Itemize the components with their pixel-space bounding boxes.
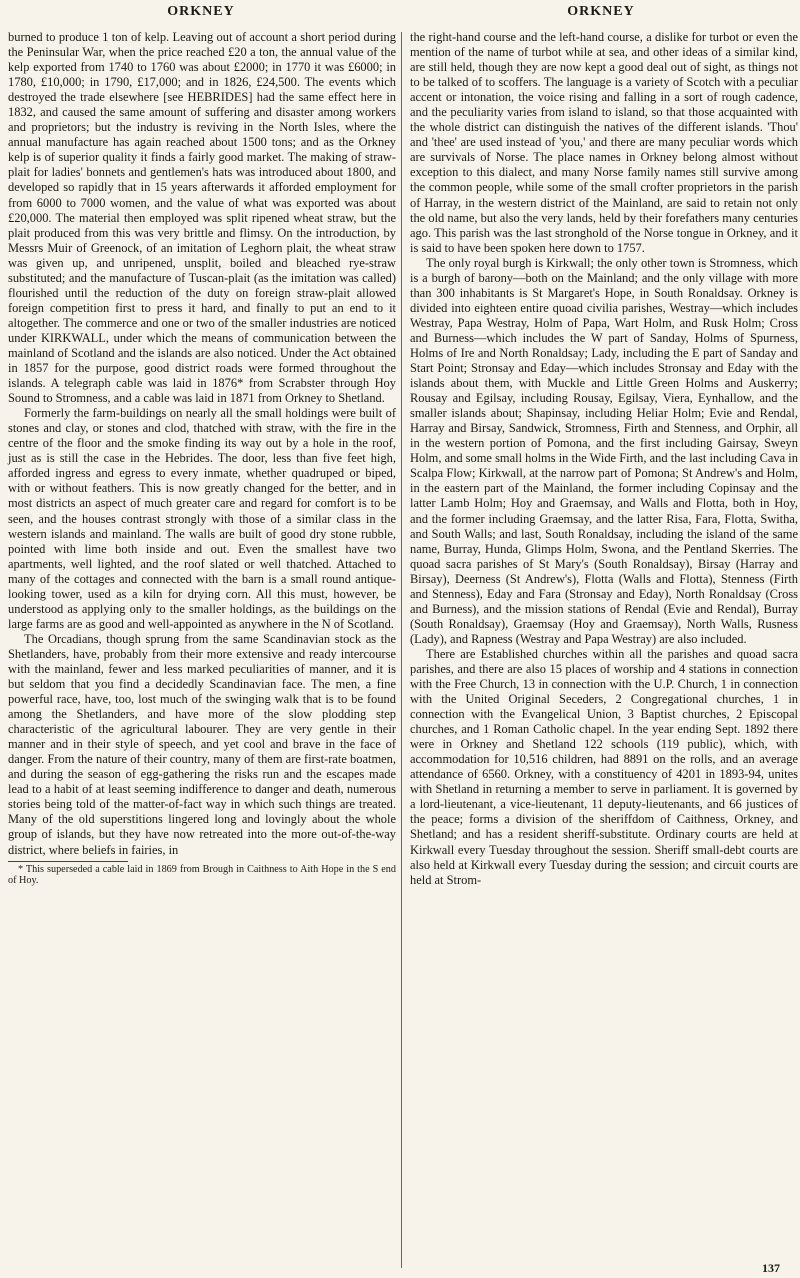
paragraph: burned to produce 1 ton of kelp. Leaving out of account a short period during the Peninsular War, when the price reached £20 a ton, the annual value of the kelp exported from 1740 to 1760 was about £2000; in 1770 it was £6000; in 1780, £10,000; in 1790, £17,000; and in 1826, £24,500. The events which destroyed the trade elsewhere [see HEBRIDES] had the same effect here in 1832, and caused the same amount of suffering and disaster among workers and proprietors; but the industry is reviving in the North Isles, where the annual manufacture has again reached about 1500 tons; and as the Orkney kelp is of superior quality it finds a fairly good market. The making of straw-plait for ladies' bonnets and gentlemen's hats was introduced about 1800, and developed so rapidly that in 15 years afterwards it afforded employment for from 6000 to 7000 women, and the value of what was exported was about £20,000. The material then employed was split ripened wheat straw, but the plait produced from this was very brittle and flimsy. On the introduction, by Messrs Muir of Greenock, of an imitation of Leghorn plait, the wheat straw was given up, and unripened, unsplit, boiled and bleached rye-straw substituted; and the manufacture of Tuscan-plait (as the imitation was called) flourished until the reduction of the duty on foreign straw-plait allowed foreign competition first to press it hard, and finally to put an end to it altogether. The commerce and one or two of the smaller industries are noticed under KIRKWALL, under which the means of communication between the mainland of Scotland and the islands are also noticed. Under the Act obtained in 1857 for the purpose, good district roads were formed throughout the islands. A telegraph cable was laid in 1876* from Scrabster through Hoy Sound to Stromness, and a cable was laid in 1871 from Orkney to Shetland. <box>8 30 396 406</box>
paragraph: Formerly the farm-buildings on nearly all the small holdings were built of stones and clay, or stones and clod, thatched with straw, with the fire in the centre of the floor and the smoke finding its way out by a hole in the roof, just as is still the case in the Hebrides. The door, less than five feet high, afforded ingress and egress to every inmate, whether quadruped or biped, with or without feathers. This is now greatly changed for the better, and in most districts an aspect of much greater care and regard for comfort is to be seen, and the houses contrast strongly with those of a similar class in the western islands and mainland. The walls are built of good dry stone rubble, pointed with lime both inside and out. Even the smallest have two apartments, well lighted, and the roof slated or well thatched. Attached to many of the cottages and connected with the barn is a small round antique-looking tower, used as a kiln for drying corn. All this must, however, be understood as applying only to the smaller holdings, as the buildings on the large farms are as good and well-appointed as anywhere in the N of Scotland. <box>8 406 396 631</box>
paragraph: the right-hand course and the left-hand course, a dislike for turbot or even the mention of the name of turbot while at sea, and other ideas of a similar kind, are still held, though they are now kept a good deal out of sight, as things not to be talked of to scoffers. The language is a variety of Scotch with a peculiar accent or intonation, the voice rising and falling in a sort of rough cadence, and the peculiarity varies from island to island, so that those acquainted with the whole district can distinguish the natives of the different islands. 'Thou' and 'thee' are used instead of 'you,' and there are many peculiar words which are survivals of Norse. The place names in Orkney belong almost without exception to this dialect, and many Norse family names still survive among the common people, while some of the small crofter proprietors in the parish of Harray, in the western district of the Mainland, are said to retain not only the old name, but also the very lands, held by their forefathers many centuries ago. This parish was the last stronghold of the Norse tongue in Orkney, and it is said to have been spoken here down to 1757. <box>410 30 798 255</box>
paragraph: The Orcadians, though sprung from the same Scandinavian stock as the Shetlanders, have, probably from their more extensive and ready intercourse with the mainland, fewer and less marked peculiarities of manner, and it is but seldom that you find a decidedly Scandinavian face. The men, a fine powerful race, have, too, lost much of the swinging walk that is to be found among the Shetlanders, and have more of the slow plodding step characteristic of the agricultural labourer. They are very gentle in their manner and in their style of speech, and yet cool and brave in the face of danger. From the nature of their country, many of them are first-rate boatmen, and during the season of egg-gathering the risks run and the escapes made lead to a habit of at least seeming indifference to danger and death, numerous stories being told of the matter-of-fact way in which such things are treated. Many of the old superstitions lingered long and lovingly about the whole group of islands, but they have now retreated into the more out-of-the-way district, where beliefs in fairies, in <box>8 631 396 857</box>
paragraph: The only royal burgh is Kirkwall; the only other town is Stromness, which is a burgh of barony—both on the Mainland; and the only village with more than 300 inhabitants is St Margaret's Hope, in South Ronaldsay. Orkney is divided into eighteen entire quoad civilia parishes, Westray—which includes Westray, Papa Westray, Holm of Papa, Wart Holm, and Rusk Holm; Cross and Burness—which includes the W part of Sanday, Holms of Spurness, Holms of Ire and North Ronaldsay; Lady, including the E part of Sanday and Start Point; Stronsay and Eday—which includes Stronsay and Eday with the islands about them, with Muckle and Little Green Holms and Auskerry; Rousay and Egilsay, including Rousay, Egilsay, Viera, Eynhallow, and the smaller islands about; Shapinsay, including Heliar Holm; Evie and Rendal, Harray and Birsay, Sandwick, Stromness, Firth and Stenness, and Orphir, all in the western portion of Pomona, and the first including Gairsay, Sweyn Holm, and some small holms in the Wide Firth, and the last including Cava in Scalpa Flow; Kirkwall, at the narrow part of Pomona; St Andrew's and Holm, in the eastern part of the Mainland, the former including Copinsay and the latter Lamb Holm; Hoy and Graemsay, and Walls and Flotta, both in Hoy, and the former including Graemsay, and the latter Risa, Fara, Flotta, Switha, and South Walls; and last, South Ronaldsay, including the island of the same name, Burray, Hunda, Glimps Holm, Swona, and the Pentland Skerries. The quoad sacra parishes of St Mary's (South Ronaldsay), Birsay (Harray and Birsay), Deerness (St Andrew's), Flotta (Walls and Flotta), Stenness (Firth and Stenness), Eday and Fara (Stronsay and Eday), North Ronaldsay (Cross and Burness), and the mission stations of Rendal (Evie and Rendal), Burray (South Ronaldsay), Graemsay (Hoy and Graemsay), North Walls, Rusness (Lady), and Rapness (Westray and Papa Westray) are also included. <box>410 255 798 646</box>
header-left-title: ORKNEY <box>167 4 235 19</box>
right-column <box>410 30 798 888</box>
header-right-title: ORKNEY <box>567 4 635 19</box>
footnote-divider <box>8 861 128 862</box>
running-header <box>0 4 800 26</box>
left-column <box>8 30 396 887</box>
page-number: 137 <box>762 1261 780 1275</box>
column-divider <box>401 32 402 1268</box>
paragraph: There are Established churches within all the parishes and quoad sacra parishes, and there are also 15 places of worship and 4 stations in connection with the Free Church, 13 in connection with the U.P. Church, 1 in connection with the United Original Seceders, 2 Congregational churches, 1 in connection with the Evangelical Union, 3 Baptist churches, 2 Episcopal churches, and 1 Roman Catholic chapel. In the year ending Sept. 1892 there were in Orkney and Shetland 122 schools (119 public), which, with accommodation for 10,516 children, had 8891 on the rolls, and an average attendance of 6560. Orkney, with a constituency of 4201 in 1893-94, unites with Shetland in returning a member to serve in parliament. It is governed by a lord-lieutenant, a vice-lieutenant, 11 deputy-lieutenants, and 66 justices of the peace; forms a division of the sheriffdom of Caithness, Orkney, and Shetland; and has a resident sheriff-substitute. Ordinary courts are held at Kirkwall every Tuesday throughout the session. Sheriff small-debt courts are also held at Kirkwall every Tuesday during the session; and circuit courts are held at Strom- <box>410 646 798 887</box>
footnote: * This superseded a cable laid in 1869 from Brough in Caithness to Aith Hope in the S end of Hoy. <box>8 863 396 887</box>
